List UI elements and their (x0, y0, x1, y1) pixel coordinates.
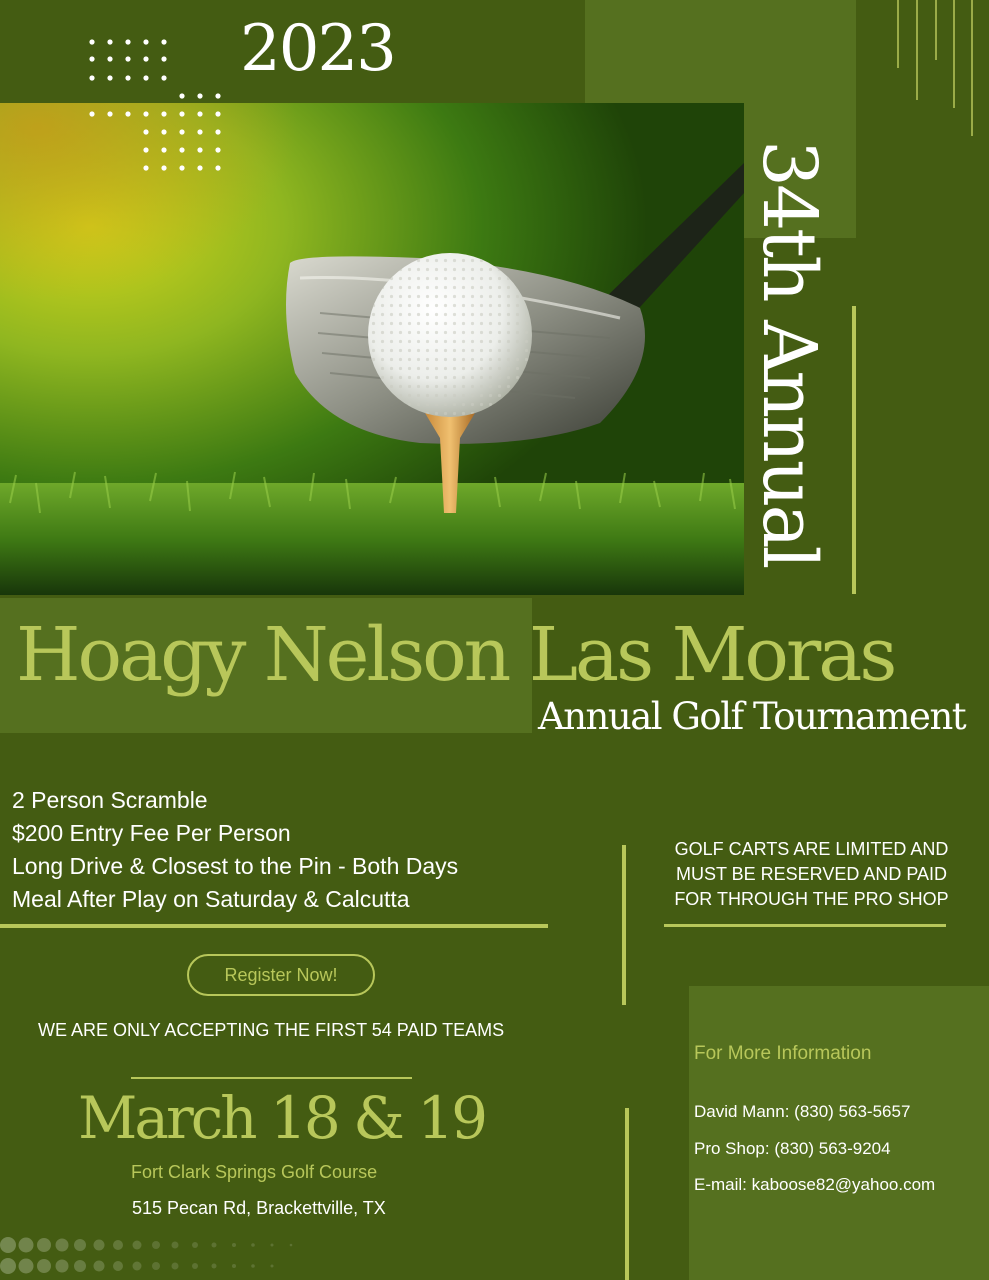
divider-horizontal (131, 1077, 412, 1079)
golf-ball-photo (0, 103, 744, 595)
dot-grid-icon (88, 38, 228, 174)
register-button[interactable]: Register Now! (187, 954, 375, 996)
event-date: March 18 & 19 (78, 1084, 486, 1152)
tournament-subtitle: Annual Golf Tournament (538, 695, 966, 738)
divider-vertical (852, 306, 856, 594)
dot-fade-icon (0, 1234, 300, 1280)
carts-notice-line: MUST BE RESERVED AND PAID (675, 864, 948, 884)
edition-vertical-text: 34th Annual (746, 140, 832, 567)
carts-notice-line: GOLF CARTS ARE LIMITED AND (674, 839, 949, 859)
info-heading: For More Information (694, 1043, 872, 1064)
event-address: 515 Pecan Rd, Brackettville, TX (132, 1198, 386, 1218)
tournament-title: Hoagy Nelson Las Moras (16, 612, 895, 698)
feature-item: Meal After Play on Saturday & Calcutta (12, 886, 410, 912)
divider-vertical (625, 1108, 629, 1280)
feature-item: Long Drive & Closest to the Pin - Both Days (12, 853, 459, 879)
contact-phone: David Mann: (830) 563-5657 (694, 1102, 911, 1121)
info-panel (689, 986, 989, 1280)
accepting-notice: WE ARE ONLY ACCEPTING THE FIRST 54 PAID TEAMS (38, 1020, 505, 1040)
divider-horizontal (0, 924, 548, 928)
feature-item: $200 Entry Fee Per Person (12, 820, 291, 846)
carts-notice-line: FOR THROUGH THE PRO SHOP (674, 889, 949, 909)
divider-horizontal (664, 924, 946, 927)
divider-vertical (622, 845, 626, 1005)
contact-phone: Pro Shop: (830) 563-9204 (694, 1139, 891, 1158)
event-year: 2023 (240, 12, 395, 86)
feature-item: 2 Person Scramble (12, 787, 208, 813)
carts-notice (655, 837, 968, 912)
event-course: Fort Clark Springs Golf Course (131, 1162, 378, 1182)
contact-email: E-mail: kaboose82@yahoo.com (694, 1175, 936, 1194)
features-list (12, 784, 458, 916)
decorative-lines-icon (880, 0, 989, 140)
